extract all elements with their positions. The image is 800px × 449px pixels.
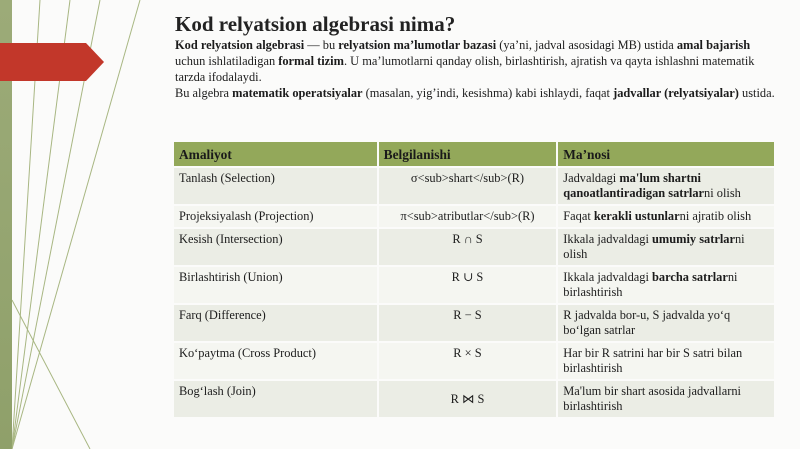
operations-table (172, 140, 776, 419)
meaning-cell (558, 343, 774, 379)
meaning-text: Ikkala jadvaldagi (563, 232, 653, 246)
meaning-bold: kerakli ustunlar (593, 209, 680, 223)
intro-bold-segment: matematik operatsiyalar (232, 86, 363, 100)
table-row (174, 343, 774, 379)
meaning-text: ni birlashtirish (563, 270, 738, 299)
intro-text-segment: — bu (304, 38, 339, 52)
table-row (174, 267, 774, 303)
meaning-text: Jadvaldagi (563, 171, 620, 185)
meaning-bold: barcha satrlar (652, 270, 728, 284)
intro-text-segment: ustida. (738, 86, 775, 100)
operation-cell: Bog‘lash (Join) (174, 381, 377, 417)
operation-cell: Farq (Difference) (174, 305, 377, 341)
header-meaning: Ma’nosi (558, 142, 774, 166)
meaning-text: Ikkala jadvaldagi (563, 270, 653, 284)
notation-cell: R − S (379, 305, 557, 341)
operation-cell: Ko‘paytma (Cross Product) (174, 343, 377, 379)
meaning-text: Ma'lum bir shart asosida jadvallarni birlashtirish (563, 384, 741, 413)
intro-text-segment: . U ma’lumotlarni qanday olish, birlashtirish, ajratish va qayta ishlashni matematik tarzda ifodalaydi. (175, 54, 755, 84)
notation-cell: R ⋈ S (379, 381, 557, 417)
table-row (174, 229, 774, 265)
intro-text (175, 37, 775, 101)
notation-cell: R × S (379, 343, 557, 379)
table-row (174, 381, 774, 417)
intro-bold-segment: amal bajarish (676, 38, 751, 52)
intro-bold-segment: formal tizim (278, 54, 344, 68)
meaning-text: ni olish (704, 186, 741, 200)
meaning-cell (558, 206, 774, 227)
operation-cell: Projeksiyalash (Projection) (174, 206, 377, 227)
table-row (174, 206, 774, 227)
operation-cell: Kesish (Intersection) (174, 229, 377, 265)
meaning-text: ni olish (563, 232, 745, 261)
header-notation: Belgilanishi (379, 142, 557, 166)
slide-content (175, 12, 775, 101)
intro-paragraph-1 (175, 37, 775, 85)
red-arrow-shape (0, 43, 104, 81)
intro-bold-segment: jadvallar (relyatsiyalar) (613, 86, 739, 100)
intro-text-segment: Bu algebra (175, 86, 233, 100)
notation-cell: σ<sub>shart</sub>(R) (379, 168, 557, 204)
meaning-text: ni ajratib olish (679, 209, 752, 223)
meaning-text: R jadvalda bor-u, S jadvalda yo‘q bo‘lgan satrlar (563, 308, 731, 337)
table-row (174, 168, 774, 204)
meaning-cell (558, 229, 774, 265)
intro-text-segment: (masalan, yig’indi, kesishma) kabi ishlaydi, faqat (362, 86, 614, 100)
meaning-cell (558, 305, 774, 341)
meaning-cell (558, 168, 774, 204)
meaning-text: Faqat (563, 209, 594, 223)
intro-text-segment: (ya’ni, jadval asosidagi MB) ustida (496, 38, 677, 52)
operation-cell: Birlashtirish (Union) (174, 267, 377, 303)
notation-cell: π<sub>atributlar</sub>(R) (379, 206, 557, 227)
table-header-row (174, 142, 774, 166)
intro-text-segment: uchun ishlatiladigan (175, 54, 279, 68)
intro-paragraph-2 (175, 85, 775, 101)
table-row (174, 305, 774, 341)
operation-cell: Tanlash (Selection) (174, 168, 377, 204)
header-operation: Amaliyot (174, 142, 377, 166)
meaning-cell (558, 267, 774, 303)
meaning-cell (558, 381, 774, 417)
meaning-bold: ma'lum shartni qanoatlantiradigan satrlar (563, 171, 705, 200)
slide-title: Kod relyatsion algebrasi nima? (175, 12, 456, 36)
notation-cell: R ∪ S (379, 267, 557, 303)
intro-bold-segment: relyatsion ma’lumotlar bazasi (338, 38, 497, 52)
notation-cell: R ∩ S (379, 229, 557, 265)
intro-term: Kod relyatsion algebrasi (175, 38, 305, 52)
meaning-bold: umumiy satrlar (652, 232, 735, 246)
meaning-text: Har bir R satrini har bir S satri bilan birlashtirish (563, 346, 743, 375)
